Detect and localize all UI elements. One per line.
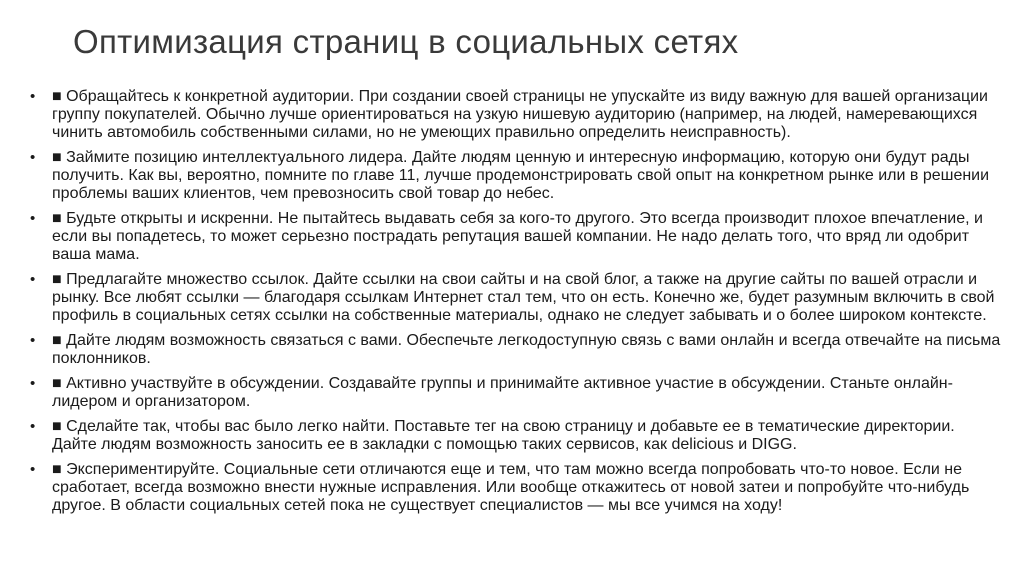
slide-title: Оптимизация страниц в социальных сетях (73, 23, 739, 60)
bullet-text: ■ Предлагайте множество ссылок. Дайте ссылки на свои сайты и на свой блог, а также на другие сайты по вашей отрасли и рынку. Все любят ссылки — благодаря ссылкам Интернет стал тем, что он есть. Конечно же, будет разумным включить в свой профиль в социальных сетях ссылки на собственные материалы, однако не следует забывать и о более широком контексте. (52, 271, 995, 324)
bullet-text: ■ Обращайтесь к конкретной аудитории. При создании своей страницы не упускайте из виду важную для вашей организации группу покупателей. Обычно лучше ориентироваться на узкую нишевую аудиторию (например, на людей, намеревающихся чинить автомобиль собственными силами, но не умеющих правильно определить неисправность). (52, 88, 988, 141)
bullet-dot-icon: • (30, 149, 36, 166)
list-item (30, 271, 1002, 325)
bullet-dot-icon: • (30, 88, 36, 105)
list-item (30, 332, 1002, 368)
list-item (30, 375, 1002, 411)
bullet-dot-icon: • (30, 418, 36, 435)
bullet-text: ■ Займите позицию интеллектуального лидера. Дайте людям ценную и интересную информацию, которую они будут рады получить. Как вы, вероятно, помните по главе 11, лучше продемонстрировать свой опыт на конкретном рынке или в решении проблемы ваших клиентов, чем превозносить свой товар до небес. (52, 149, 990, 202)
bullet-dot-icon: • (30, 332, 36, 349)
bullet-dot-icon: • (30, 210, 36, 227)
bullet-dot-icon: • (30, 271, 36, 288)
bullet-text: ■ Экспериментируйте. Социальные сети отличаются еще и тем, что там можно всегда попробовать что-то новое. Если не сработает, всегда возможно внести нужные исправления. Или вообще откажитесь от новой затеи и попробуйте что-нибудь другое. В области социальных сетей пока не существует специалистов — мы все учимся на ходу! (52, 461, 970, 514)
list-item (30, 149, 1002, 203)
list-item (30, 418, 1002, 454)
bullet-text: ■ Сделайте так, чтобы вас было легко найти. Поставьте тег на свою страницу и добавьте ее в тематические директории. Дайте людям возможность заносить ее в закладки с помощью таких сервисов, как delicious и DIGG. (52, 418, 955, 453)
bullet-dot-icon: • (30, 461, 36, 478)
list-item (30, 461, 1002, 515)
bullet-text: ■ Дайте людям возможность связаться с вами. Обеспечьте легкодоступную связь с вами онлайн и всегда отвечайте на письма поклонников. (52, 332, 1001, 367)
bullet-dot-icon: • (30, 375, 36, 392)
bullet-text: ■ Активно участвуйте в обсуждении. Создавайте группы и принимайте активное участие в обсуждении. Станьте онлайн-лидером и организатором. (52, 375, 953, 410)
list-item (30, 88, 1002, 142)
bullet-list (30, 88, 1002, 522)
bullet-text: ■ Будьте открыты и искренни. Не пытайтесь выдавать себя за кого-то другого. Это всегда производит плохое впечатление, и если вы попадетесь, то может серьезно пострадать репутация вашей компании. Не надо делать того, что вряд ли одобрит ваша мама. (52, 210, 983, 263)
list-item (30, 210, 1002, 264)
